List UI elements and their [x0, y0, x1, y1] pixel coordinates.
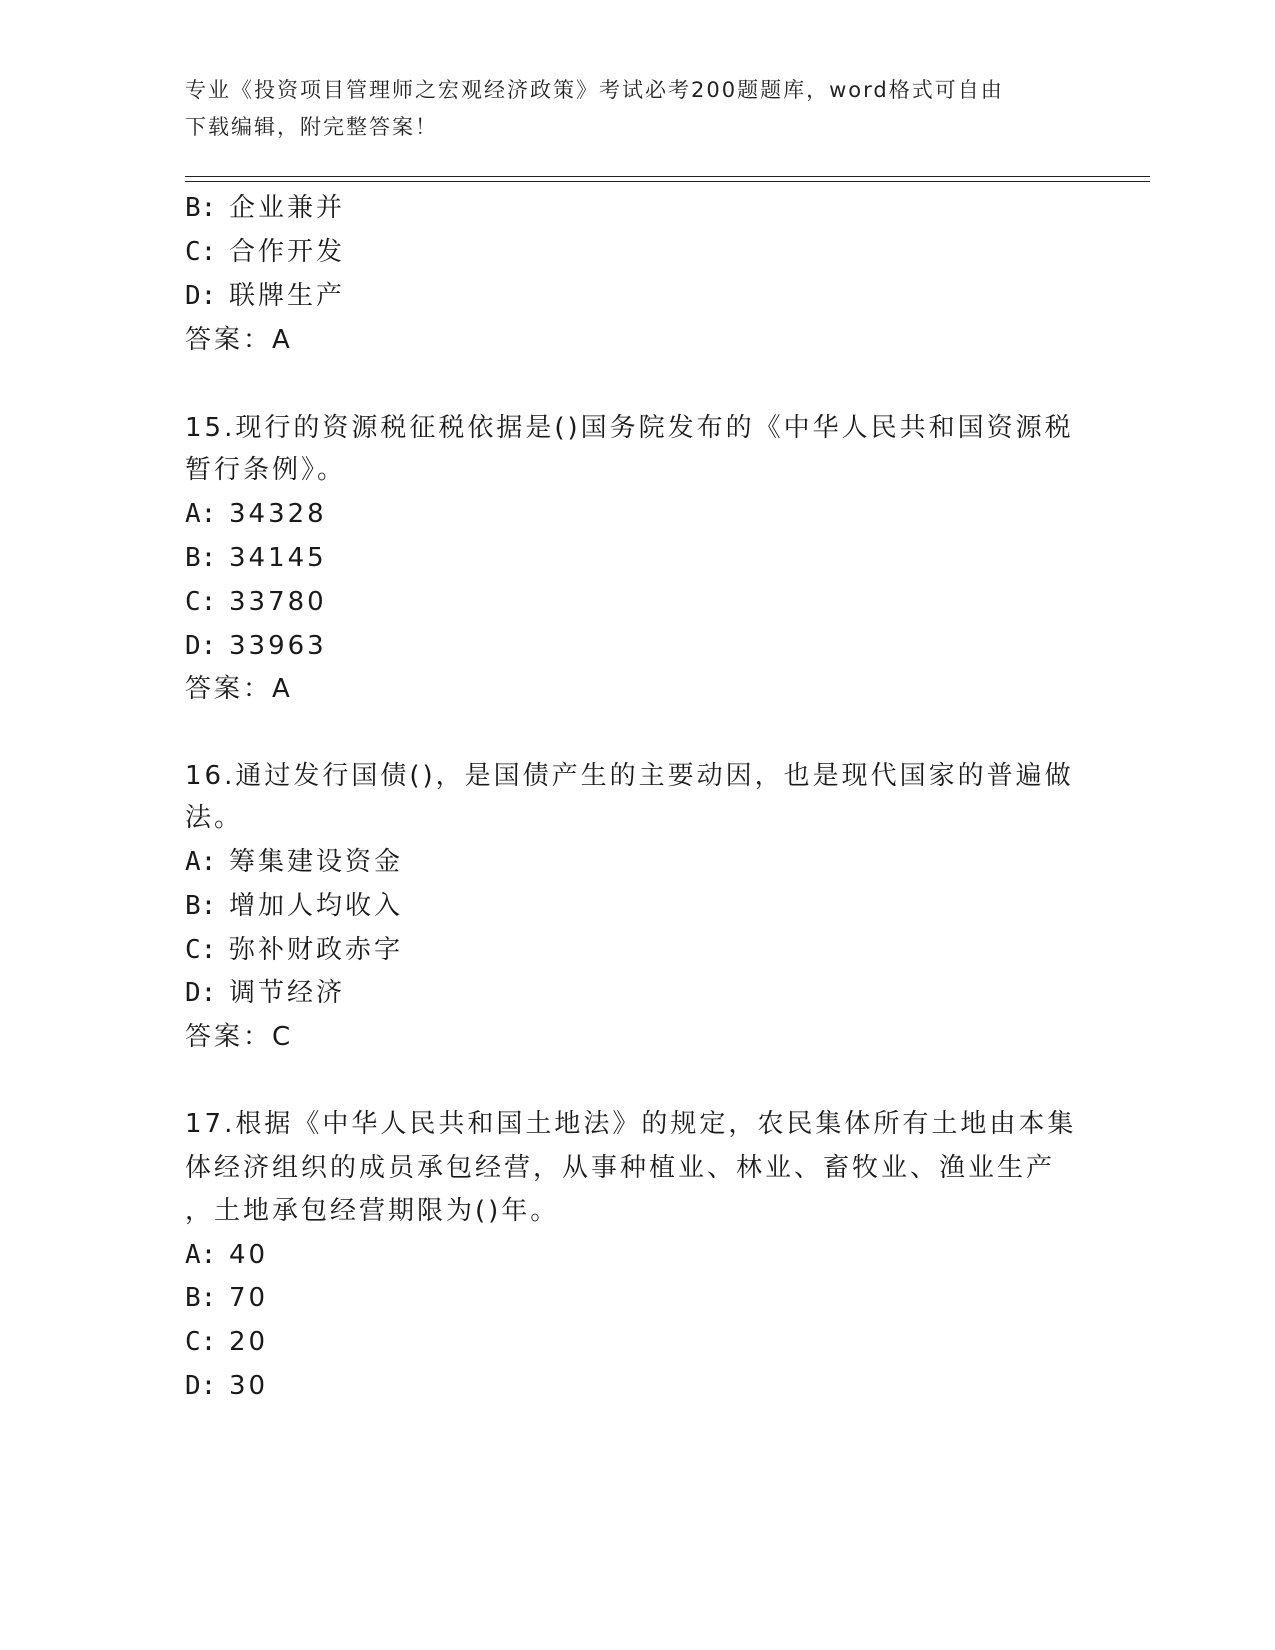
q16-option-c: C: 弥补财政赤字 — [185, 935, 404, 965]
header-divider — [185, 176, 1150, 177]
q17-option-a: A: 40 — [185, 1240, 269, 1270]
q16-answer: 答案：C — [185, 1022, 294, 1052]
q17-text-line-3: ，土地承包经营期限为()年。 — [185, 1196, 560, 1226]
q17-option-d: D: 30 — [185, 1371, 269, 1401]
q17-option-b: B: 70 — [185, 1283, 269, 1313]
q15-option-a: A: 34328 — [185, 499, 327, 529]
q17-text-line-2: 体经济组织的成员承包经营，从事种植业、林业、畜牧业、渔业生产 — [185, 1153, 1056, 1183]
q17-option-c: C: 20 — [185, 1327, 269, 1357]
q15-option-d: D: 33963 — [185, 631, 327, 661]
header-line-2: 下载编辑，附完整答案！ — [185, 115, 438, 139]
q14-option-d: D: 联牌生产 — [185, 281, 346, 311]
q14-option-c: C: 合作开发 — [185, 237, 346, 267]
header-line-1: 专业《投资项目管理师之宏观经济政策》考试必考200题题库，word格式可自由 — [185, 78, 1004, 102]
q17-text-line-1: 17.根据《中华人民共和国土地法》的规定，农民集体所有土地由本集 — [185, 1109, 1077, 1139]
q14-answer: 答案：A — [185, 325, 293, 355]
q16-option-d: D: 调节经济 — [185, 978, 346, 1008]
q15-option-b: B: 34145 — [185, 543, 327, 573]
q16-text-line-2: 法。 — [185, 803, 244, 833]
q15-option-c: C: 33780 — [185, 587, 327, 617]
q15-text-line-2: 暂行条例》。 — [185, 455, 347, 485]
q15-text-line-1: 15.现行的资源税征税依据是()国务院发布的《中华人民共和国资源税 — [185, 413, 1074, 443]
q15-answer: 答案：A — [185, 674, 293, 704]
document-header — [185, 72, 1085, 146]
header-divider-second — [185, 181, 1150, 182]
q14-option-b: B: 企业兼并 — [185, 193, 346, 223]
q16-text-line-1: 16.通过发行国债()，是国债产生的主要动因，也是现代国家的普遍做 — [185, 761, 1074, 791]
q16-option-a: A: 筹集建设资金 — [185, 847, 404, 877]
q16-option-b: B: 增加人均收入 — [185, 891, 404, 921]
